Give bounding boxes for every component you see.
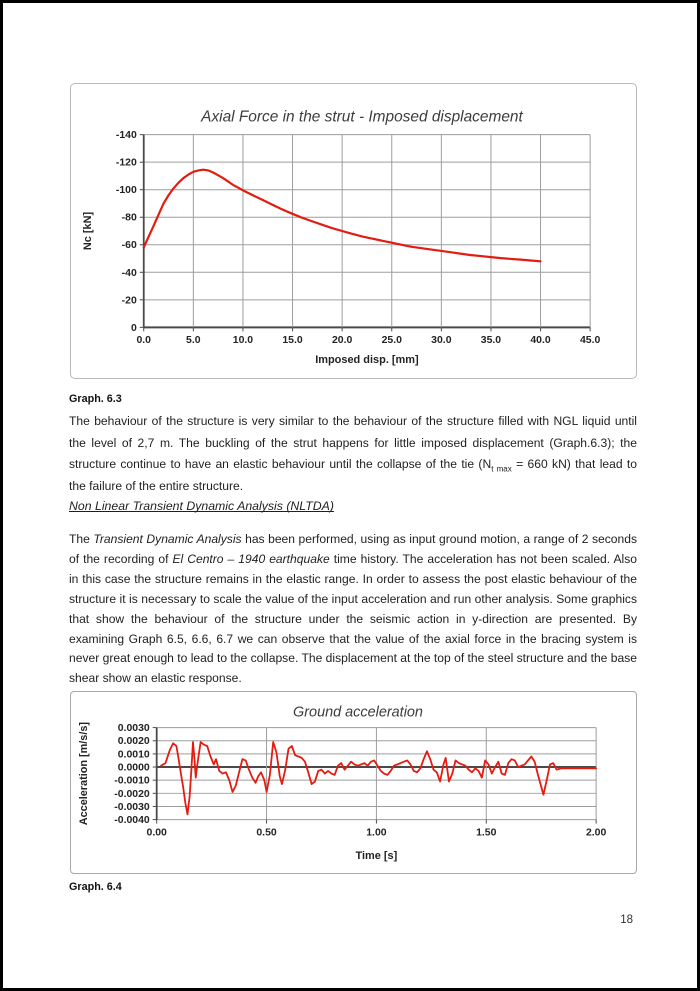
x-tick-label: 45.0 xyxy=(579,335,601,347)
y-tick-label: -20 xyxy=(121,295,137,307)
x-tick-label: 1.50 xyxy=(476,827,497,839)
x-axis-label: Time [s] xyxy=(355,850,398,863)
series-line xyxy=(161,742,596,814)
y-tick-label: -100 xyxy=(115,185,137,197)
y-tick-label: -80 xyxy=(121,212,137,224)
y-tick-label: 0 xyxy=(130,322,137,334)
y-axis-label: Nc [kN] xyxy=(81,211,94,251)
graph-6-4-caption: Graph. 6.4 xyxy=(69,881,122,893)
y-tick-label: -120 xyxy=(115,157,137,169)
paragraph1-text: The behaviour of the structure is very similar to the behaviour of the structure filled with NGL liquid until the level of 2,7 m. The buckling of the strut happens for little imposed displacement (Graph.6.3); the structure continue to have an elastic behaviour until the collapse of the tie (N xyxy=(69,414,637,472)
y-tick-label: 0.0000 xyxy=(117,762,150,774)
y-tick-label: -0.0010 xyxy=(114,775,150,787)
y-tick-label: -40 xyxy=(121,267,137,279)
section-heading-nltda: Non Linear Transient Dynamic Analysis (NLTDA) xyxy=(69,499,334,513)
y-tick-label: -60 xyxy=(121,240,137,252)
y-tick-label: -0.0020 xyxy=(114,788,150,800)
y-axis-label: Acceleration [m/s/s] xyxy=(77,721,90,826)
chart-title: Axial Force in the strut - Imposed displacement xyxy=(201,108,523,126)
paragraph2-text: The xyxy=(69,532,94,546)
y-tick-label: -0.0030 xyxy=(114,801,150,813)
x-tick-label: 2.00 xyxy=(585,827,607,839)
x-axis-label: Imposed disp. [mm] xyxy=(315,354,419,367)
x-tick-label: 0.00 xyxy=(146,827,167,839)
x-tick-label: 25.0 xyxy=(381,335,402,347)
paragraph-structure-behaviour xyxy=(69,411,637,497)
y-tick-label: 0.0030 xyxy=(117,723,150,735)
x-tick-label: 0.0 xyxy=(136,335,152,347)
x-tick-label: 35.0 xyxy=(480,335,502,347)
paragraph1-text-end: = 660 kN) that lead to the failure of the entire structure. xyxy=(69,457,637,493)
y-tick-label: 0.0020 xyxy=(117,736,150,748)
x-tick-label: 15.0 xyxy=(282,335,303,347)
axial-force-chart xyxy=(70,83,637,379)
y-tick-label: -0.0040 xyxy=(114,815,150,827)
x-tick-label: 20.0 xyxy=(331,335,353,347)
x-tick-label: 30.0 xyxy=(431,335,452,347)
graph-6-3-caption: Graph. 6.3 xyxy=(69,393,122,405)
axial-force-chart-svg xyxy=(71,84,636,378)
paragraph-nltda xyxy=(69,530,637,689)
x-tick-label: 10.0 xyxy=(232,335,254,347)
page-number: 18 xyxy=(620,914,633,926)
x-tick-label: 40.0 xyxy=(530,335,551,347)
chart-title: Ground acceleration xyxy=(293,704,423,721)
y-tick-label: 0.0010 xyxy=(117,749,150,761)
ground-acceleration-chart-svg xyxy=(71,692,636,873)
paragraph2-text: has been performed, using as input ground motion, a range of 2 seconds of the recording of xyxy=(69,532,637,566)
x-tick-label: 5.0 xyxy=(186,335,201,347)
ground-acceleration-chart xyxy=(70,691,637,874)
subscript-t-max: t max xyxy=(491,464,512,474)
x-tick-label: 1.00 xyxy=(366,827,387,839)
paragraph2-text: time history. The acceleration has not been scaled. Also in this case the structure remains in the elastic range. In order to assess the post elastic behaviour of the structure it is necessary to scale the value of the input acceleration and run other analysis. Some graphics that show the behaviour of the structure under the seismic action in y-direction are presented. By examining Graph 6.5, 6.6, 6.7 we can observe that the value of the axial force in the bracing system is never great enough to lead to the collapse. The displacement at the top of the steel structure and the base shear show an elastic response. xyxy=(69,551,638,686)
y-tick-label: -140 xyxy=(115,130,137,142)
italic-el-centro: El Centro – 1940 earthquake xyxy=(172,551,330,566)
x-tick-label: 0.50 xyxy=(256,827,277,839)
italic-transient-dynamic-analysis: Transient Dynamic Analysis xyxy=(93,532,242,546)
